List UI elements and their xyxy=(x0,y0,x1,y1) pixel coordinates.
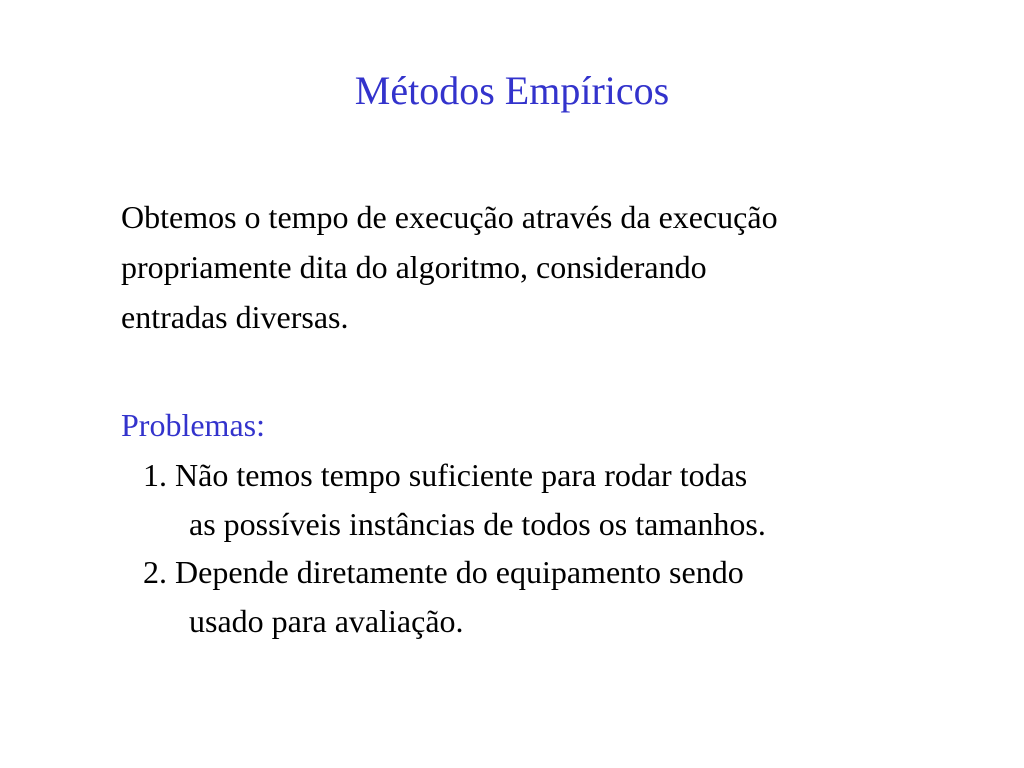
problem-1-line-1: 1. Não temos tempo suficiente para rodar todas xyxy=(143,457,748,493)
problems-heading: Problemas: xyxy=(121,407,265,443)
intro-line-1: Obtemos o tempo de execução através da execução xyxy=(121,199,778,235)
problem-2-line-2: usado para avaliação. xyxy=(189,603,464,639)
problem-1-line-2: as possíveis instâncias de todos os tamanhos. xyxy=(189,506,766,542)
problem-2-line-1: 2. Depende diretamente do equipamento sendo xyxy=(143,554,744,590)
intro-line-2: propriamente dita do algoritmo, considerando xyxy=(121,249,707,285)
intro-line-3: entradas diversas. xyxy=(121,299,349,335)
intro-paragraph xyxy=(121,192,981,342)
slide-title: Métodos Empíricos xyxy=(354,68,670,113)
